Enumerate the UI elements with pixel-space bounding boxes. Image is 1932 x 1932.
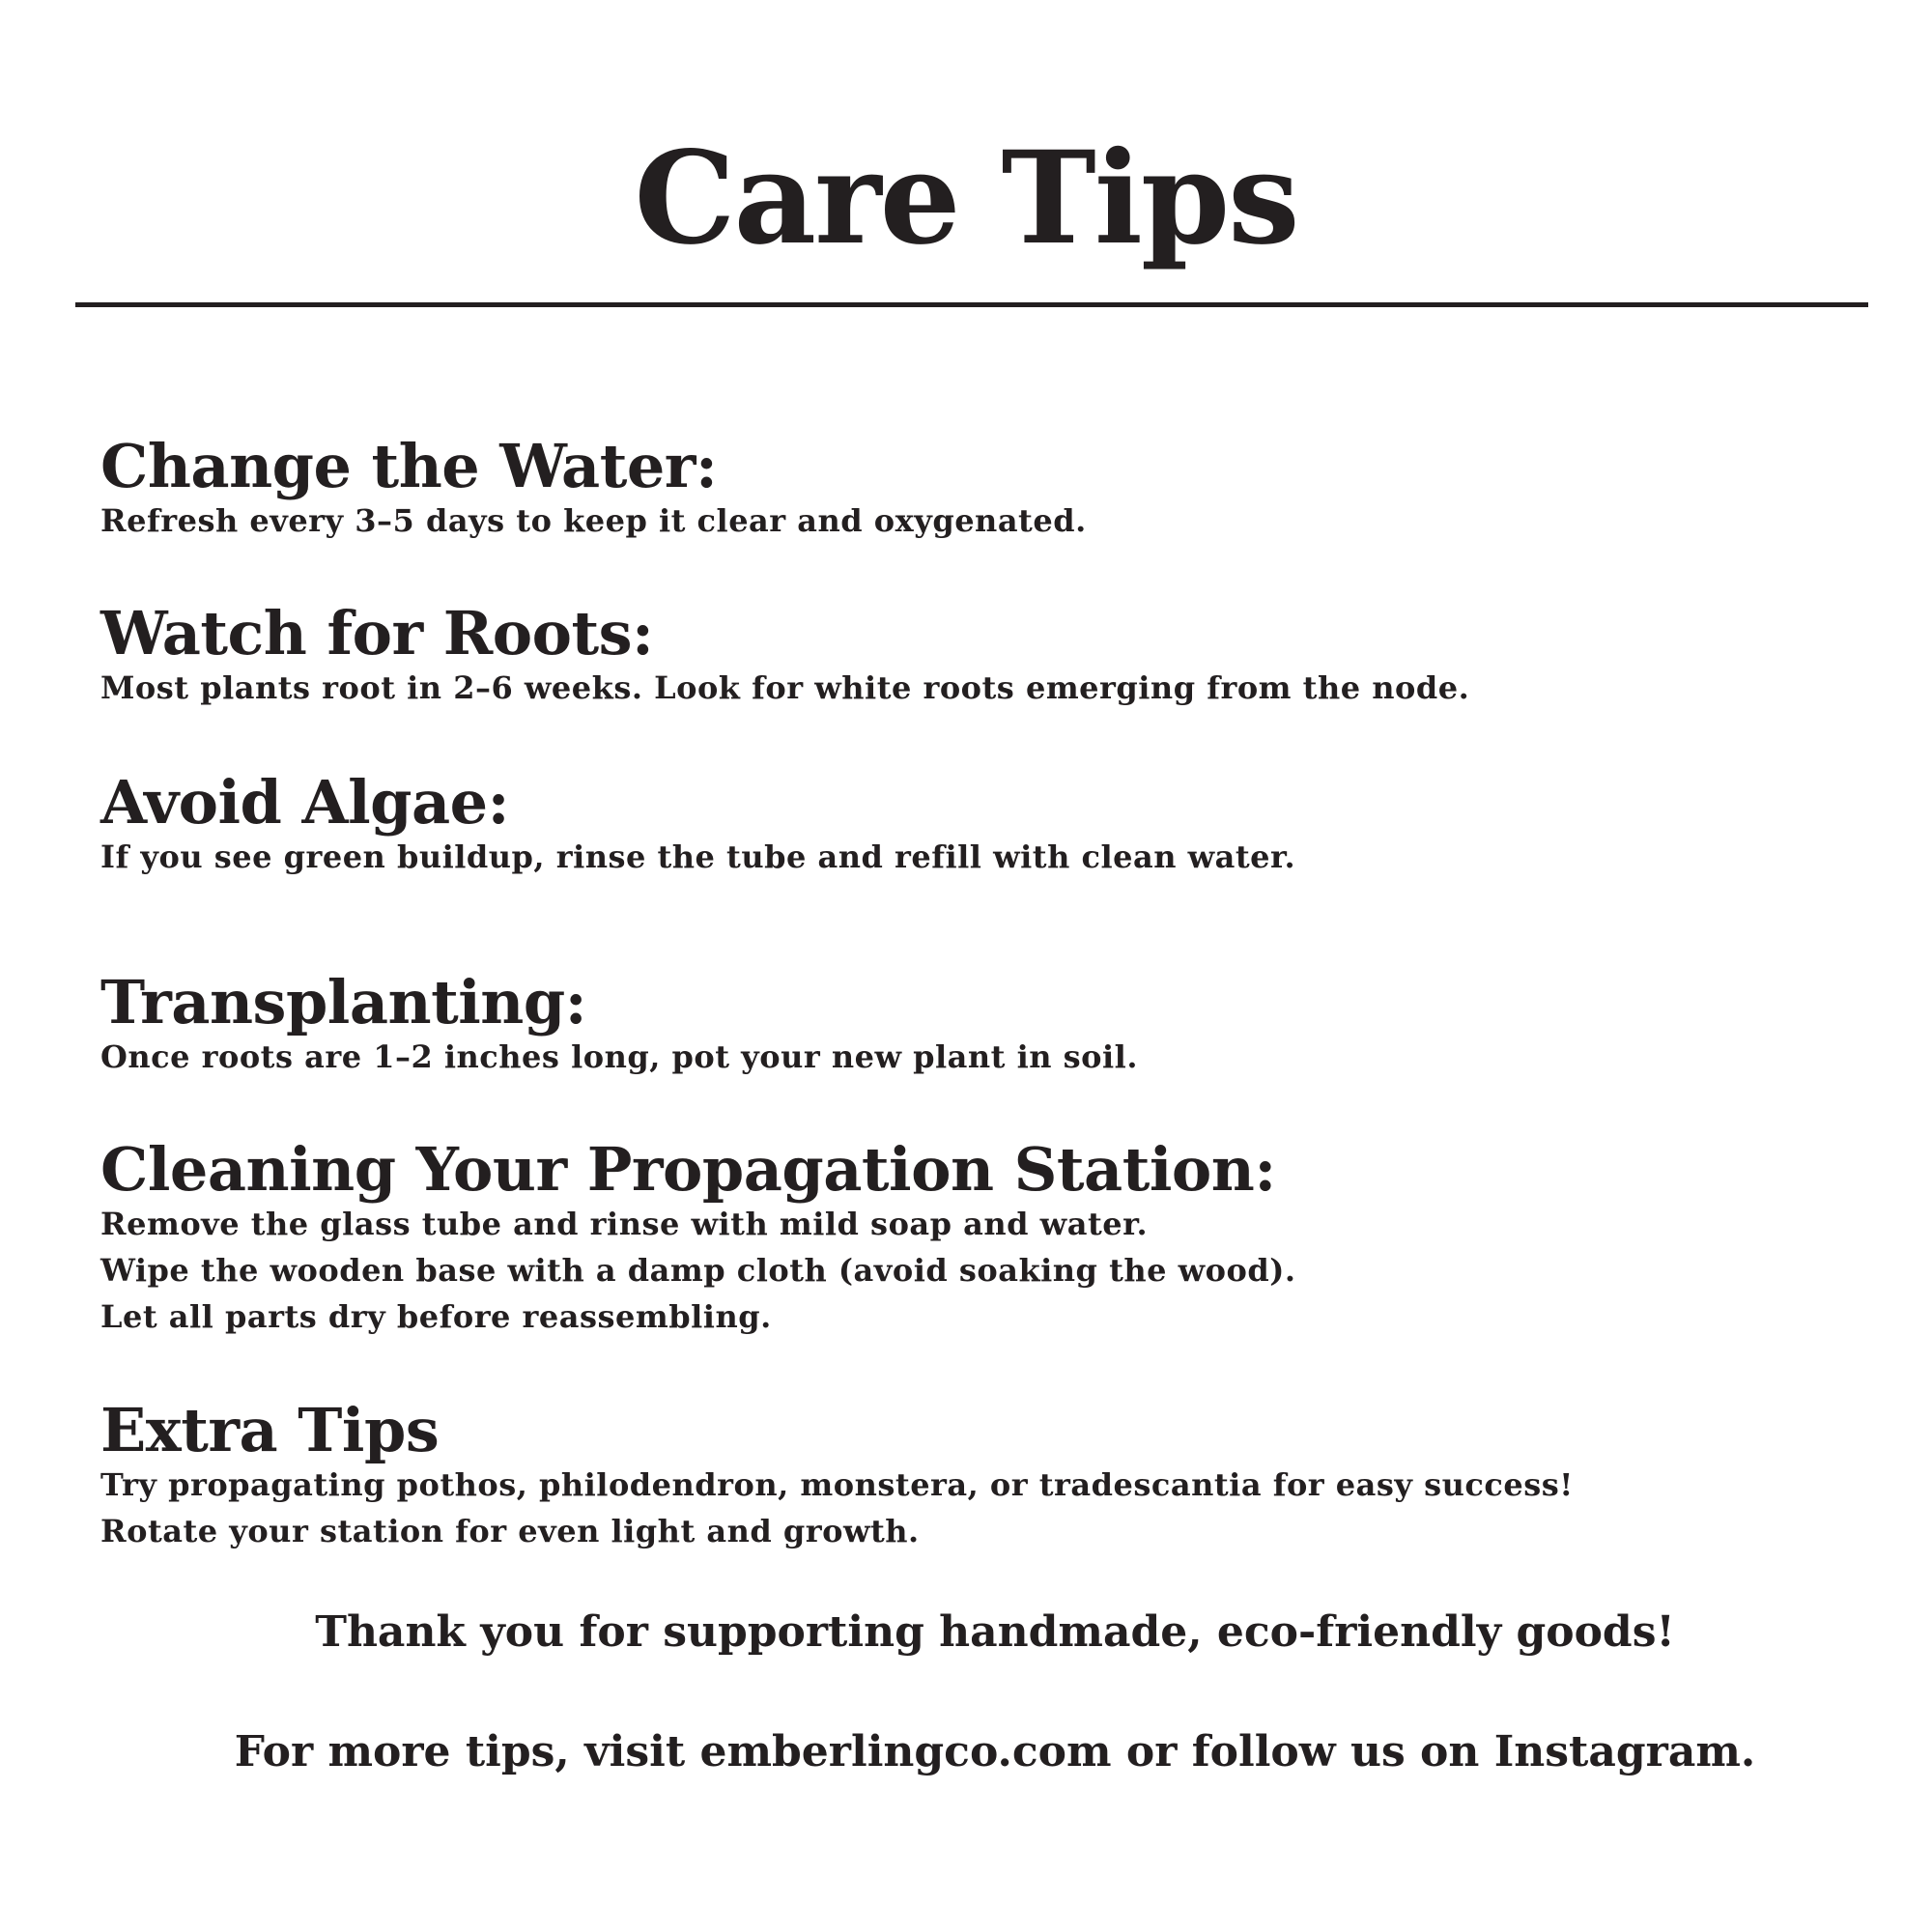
tip-extra-tips <box>100 1395 1574 1554</box>
tip-heading: Cleaning Your Propagation Station: <box>100 1134 1276 1205</box>
tip-text: Try propagating pothos, philodendron, monstera, or tradescantia for easy success! <box>100 1466 1574 1504</box>
tip-text: Most plants root in 2–6 weeks. Look for white roots emerging from the node. <box>100 669 1470 707</box>
title-divider <box>75 302 1868 307</box>
tip-heading: Avoid Algae: <box>100 767 509 838</box>
page-title: Care Tips <box>634 124 1298 273</box>
tip-watch-for-roots <box>100 598 1470 711</box>
tip-text: Rotate your station for even light and growth. <box>100 1513 920 1550</box>
tip-text: Once roots are 1–2 inches long, pot your new plant in soil. <box>100 1038 1138 1076</box>
tip-avoid-algae <box>100 767 1296 880</box>
tip-text: Refresh every 3–5 days to keep it clear and oxygenated. <box>100 502 1087 540</box>
tip-text: Wipe the wooden base with a damp cloth (avoid soaking the wood). <box>100 1252 1296 1290</box>
tip-heading: Transplanting: <box>100 967 587 1037</box>
tip-heading: Watch for Roots: <box>100 598 654 668</box>
tip-change-the-water <box>100 431 1087 544</box>
more-tips-message: For more tips, visit emberlingco.com or follow us on Instagram. <box>234 1727 1756 1776</box>
tip-transplanting <box>100 967 1138 1080</box>
tip-cleaning-station <box>100 1134 1296 1340</box>
tip-heading: Extra Tips <box>100 1395 440 1465</box>
tip-text: If you see green buildup, rinse the tube and refill with clean water. <box>100 838 1296 876</box>
tip-heading: Change the Water: <box>100 431 718 501</box>
tip-text: Remove the glass tube and rinse with mild soap and water. <box>100 1206 1149 1243</box>
tip-text: Let all parts dry before reassembling. <box>100 1298 772 1336</box>
thank-you-message: Thank you for supporting handmade, eco-friendly goods! <box>315 1607 1675 1657</box>
